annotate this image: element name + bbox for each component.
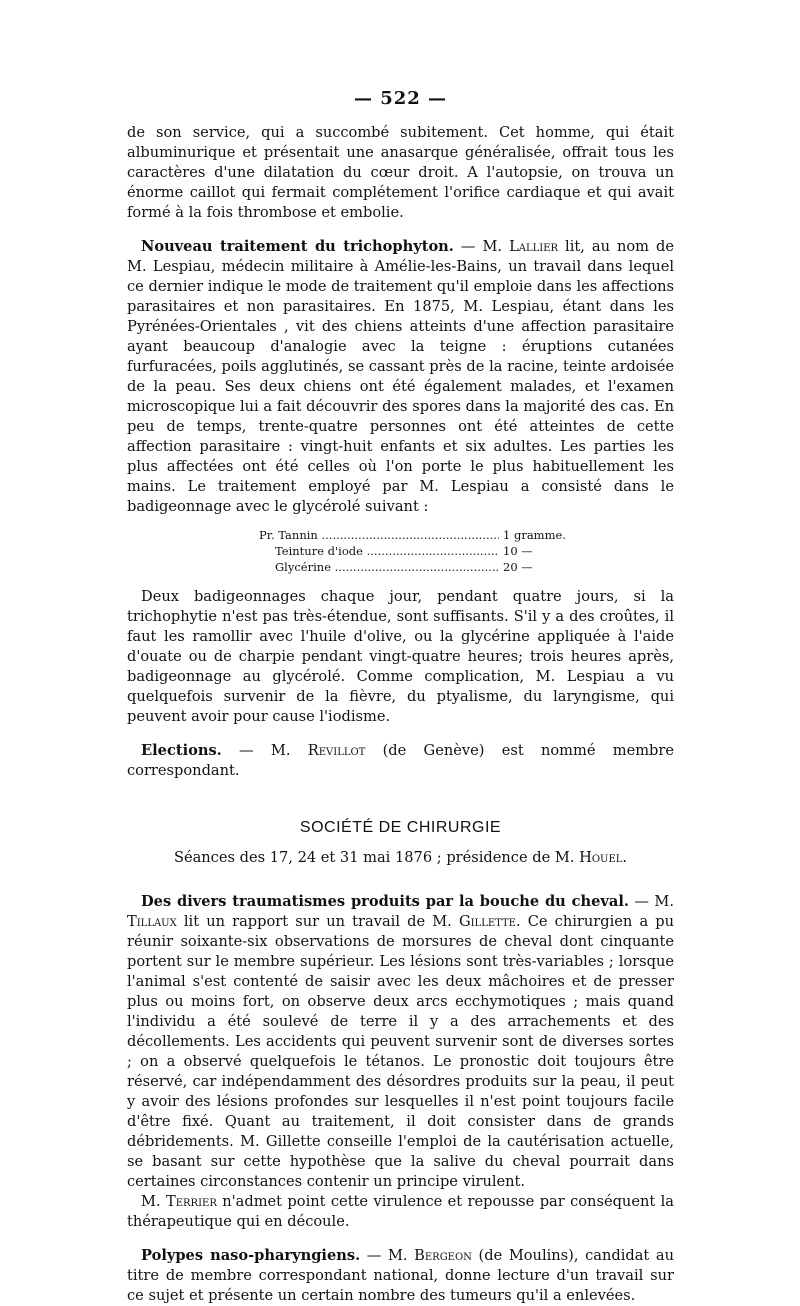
polypes-author: Bergeon <box>414 1247 472 1264</box>
recipe-row <box>259 559 589 575</box>
traumatismes-author-2: Gillette <box>458 913 516 930</box>
elections-paragraph <box>127 741 674 781</box>
president-name: Houel <box>579 849 623 866</box>
polypes-paragraph <box>127 1246 674 1306</box>
trichophyton-dash: — M. <box>453 238 510 255</box>
trichophyton-title: Nouveau traitement du trichophyton. <box>141 238 454 255</box>
elections-title: Elections. <box>141 742 222 759</box>
section-title: SOCIÉTÉ DE CHIRURGIE <box>299 819 502 836</box>
terrier-text: n'admet point cette virulence et repousse par conséquent la thérapeutique qui en découle. <box>127 1193 674 1230</box>
page <box>127 88 674 1306</box>
recipe-quantity: 1 gramme. <box>503 528 566 542</box>
elections-text: (de Genève) est nommé membre correspondant. <box>127 742 674 779</box>
recipe-ingredient: Pr. Tannin ..... <box>259 527 499 543</box>
recipe-row <box>259 527 589 543</box>
recipe-row <box>259 543 589 559</box>
polypes-title: Polypes naso-pharyngiens. <box>141 1247 361 1264</box>
traumatismes-author: Tillaux <box>127 913 177 930</box>
polypes-dash: — M. <box>360 1247 415 1264</box>
trichophyton-author: Lallier <box>509 238 559 255</box>
trichophyton-text: lit, au nom de M. Lespiau, médecin militaire à Amélie-les-Bains, un travail dans lequel ce dernier indique le mode de traitement qu'il emploie dans les affections parasitaires et non parasitaires. En 1875, M. Lespiau, étant dans les Pyrénées-Orientales , vit des chiens atteints d'une affection parasitaire ayant beaucoup d'analogie avec la teigne : éruptions cutanées furfuracées, poils agglutinés, se cassant près de la racine, teinte ardoisée de la peau. Ses deux chiens ont été également malades, et l'examen microscopique lui a fait découvrir des spores dans la majorité des cas. En peu de temps, trente-quatre personnes ont été atteintes de cette affection parasitaire : vingt-huit enfants et six adultes. Les parties les plus affectées ont été celles où l'on porte le plus habituellement les mains. Le traitement employé par M. Lespiau a consisté dans le badigeonnage avec le glycérolé suivant : <box>127 238 674 515</box>
seances-line <box>127 849 674 866</box>
page-number: — 522 — <box>353 88 448 109</box>
intro-paragraph: de son service, qui a succombé subitement. Cet homme, qui était albuminurique et présentait une anasarque généralisée, offrait tous les caractères d'une dilatation du cœur droit. A l'autopsie, on trouva un énorme caillot qui fermait complétement l'orifice cardiaque et qui avait formé à la fois thrombose et embolie. <box>127 124 674 221</box>
traumatismes-paragraph <box>127 892 674 1192</box>
trichophyton-paragraph <box>127 237 674 517</box>
traumatismes-title: Des divers traumatismes produits par la bouche du cheval. <box>141 893 629 910</box>
terrier-author: Terrier <box>165 1193 217 1210</box>
terrier-paragraph <box>127 1192 674 1232</box>
recipe-ingredient: Glycérine ..... <box>259 559 499 575</box>
traumatismes-dash: — M. <box>629 893 674 910</box>
elections-dash: — M. <box>221 742 308 759</box>
terrier-pre: M. <box>141 1193 166 1210</box>
elections-author: Revillot <box>307 742 366 759</box>
recipe-quantity: 10 — <box>503 544 533 558</box>
trichophyton-paragraph-2: Deux badigeonnages chaque jour, pendant quatre jours, si la trichophytie n'est pas très-étendue, sont suffisants. S'il y a des croûtes, il faut les ramollir avec l'huile d'olive, ou la glycérine appliquée à l'aide d'ouate ou de charpie pendant vingt-quatre heures; trois heures après, badigeonnage au glycérolé. Comme complication, M. Lespiau a vu quelquefois survenir de la fièvre, du ptyalisme, du laryngisme, qui peuvent avoir pour cause l'iodisme. <box>127 588 674 725</box>
seances-end: . <box>622 849 628 866</box>
traumatismes-text-b: . Ce chirurgien a pu réunir soixante-six observations de morsures de cheval dont cinquante portent sur le membre supérieur. Les lésions sont très-variables ; lorsque l'animal s'est contenté de saisir avec les deux mâchoires et de presser plus ou moins fort, on observe deux arcs ecchymotiques ; mais quand l'individu a été soulevé de terre il y a des arrachements et des décollements. Les accidents qui peuvent survenir sont de diverses sortes ; on a observé quelquefois le tétanos. Le pronostic doit toujours être réservé, car indépendamment des désordres produits sur la peau, il peut y avoir des lésions profondes sur lesquelles il n'est point toujours facile d'être fixé. Quant au traitement, il doit consister dans de grands débridements. M. Gillette conseille l'emploi de la cautérisation actuelle, se basant sur cette hypothèse que la salive du cheval pourrait dans certaines circonstances contenir un principe virulent. <box>127 913 675 1190</box>
recipe-table <box>259 527 589 575</box>
traumatismes-text-a: lit un rapport sur un travail de M. <box>176 913 459 930</box>
seances-text: Séances des 17, 24 et 31 mai 1876 ; présidence de M. <box>173 849 580 866</box>
polypes-text: (de Moulins), candidat au titre de membre correspondant national, donne lecture d'un travail sur ce sujet et présente un certain nombre des tumeurs qu'il a enlevées. <box>127 1247 674 1304</box>
recipe-quantity: 20 — <box>503 560 533 574</box>
recipe-ingredient: Teinture d'iode ..... <box>259 543 499 559</box>
